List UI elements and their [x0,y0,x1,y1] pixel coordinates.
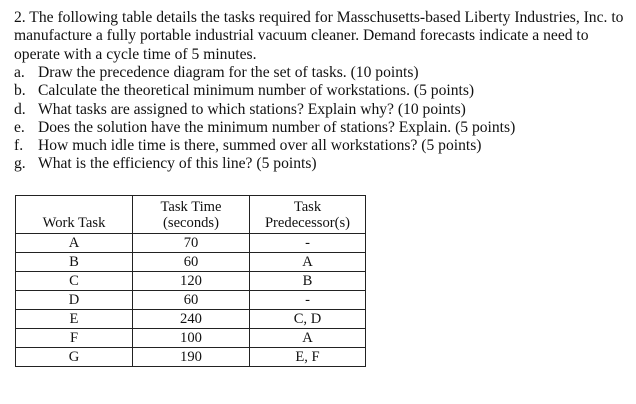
question-text: What tasks are assigned to which stations? Explain why? (10 points) [38,100,466,118]
table-row [16,234,366,253]
question-text: Draw the precedence diagram for the set of tasks. (10 points) [38,64,419,82]
question-item [14,64,626,82]
cell-predecessor: B [250,272,366,291]
question-item [14,82,626,100]
table-row [16,291,366,310]
cell-time: 190 [133,348,250,367]
question-marker: f. [14,137,24,155]
table-row [16,329,366,348]
problem-intro: 2. The following table details the tasks required for Masschusetts-based Liberty Industries, Inc. to manufacture a fully portable industrial vacuum cleaner. Demand forecasts indicate a need to operate with a cycle time of 5 minutes. [14,9,624,63]
cell-predecessor: A [250,253,366,272]
question-item [14,137,626,155]
cell-time: 60 [133,291,250,310]
cell-task: B [16,253,133,272]
cell-task: E [16,310,133,329]
question-text: Does the solution have the minimum number of stations? Explain. (5 points) [38,118,516,136]
table-header-row [16,196,366,234]
question-list [14,64,626,173]
question-text: Calculate the theoretical minimum number of workstations. (5 points) [38,82,475,100]
header-work-task: Work Task [16,196,133,234]
question-marker: d. [14,100,26,118]
cell-time: 120 [133,272,250,291]
table-row [16,348,366,367]
header-pred-line2: Predecessor(s) [264,215,351,232]
question-item [14,101,626,119]
question-marker: b. [14,82,26,100]
cell-predecessor: A [250,329,366,348]
header-task-time-line1: Task Time [160,198,222,215]
cell-task: F [16,329,133,348]
cell-time: 70 [133,234,250,253]
header-task-time [133,196,250,234]
question-marker: g. [14,155,26,173]
header-pred-line1: Task [293,198,322,215]
question-text: How much idle time is there, summed over all workstations? (5 points) [38,137,482,155]
question-marker: e. [14,118,25,136]
cell-task: A [16,234,133,253]
question-item [14,155,626,173]
table-row [16,272,366,291]
question-item [14,119,626,137]
question-text: What is the efficiency of this line? (5 points) [38,155,317,173]
cell-predecessor: - [250,234,366,253]
problem-document [14,9,626,173]
cell-task: G [16,348,133,367]
header-task-time-line2: (seconds) [163,215,219,232]
cell-predecessor: - [250,291,366,310]
cell-task: C [16,272,133,291]
cell-time: 240 [133,310,250,329]
cell-task: D [16,291,133,310]
table-row [16,253,366,272]
header-predecessors [250,196,366,234]
question-marker: a. [14,64,25,82]
cell-time: 60 [133,253,250,272]
table-row [16,310,366,329]
task-table [15,195,366,367]
cell-predecessor: E, F [250,348,366,367]
cell-predecessor: C, D [250,310,366,329]
cell-time: 100 [133,329,250,348]
